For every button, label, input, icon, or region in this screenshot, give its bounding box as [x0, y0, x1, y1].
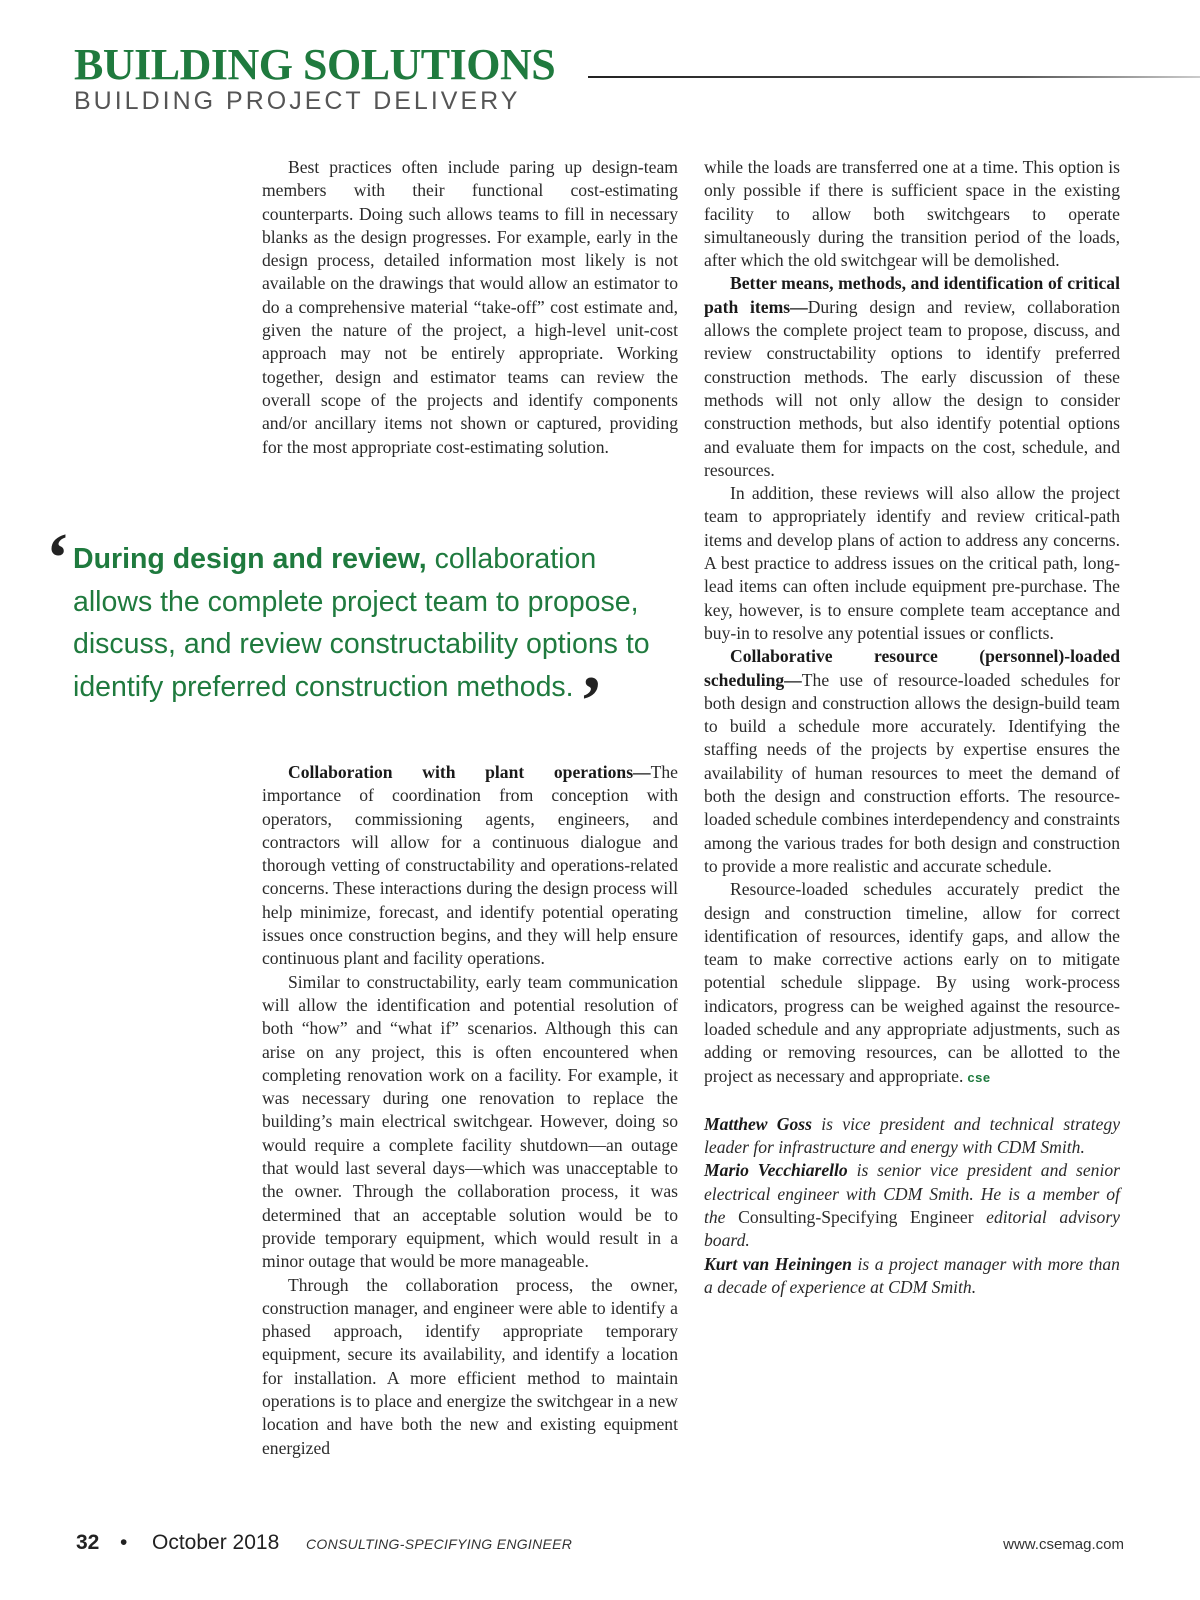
section-title: BUILDING SOLUTIONS — [74, 40, 556, 89]
author-name: Kurt van Heiningen — [704, 1253, 852, 1274]
paragraph-text: The importance of coordination from conception with operators, commissioning agents, engineers, and contractors will allow for a continuous dialogue and thorough vetting of constructability and operations-related concerns. These interactions during the design process will help minimize, forecast, and identify potential operating issues once construction begins, and they will help ensure continuous plant and facility operations. — [262, 762, 678, 969]
author-bio — [704, 1159, 1120, 1252]
author-bios — [704, 1113, 1120, 1299]
issue-date: October 2018 — [152, 1531, 280, 1554]
paragraph — [262, 761, 678, 971]
publication-name: CONSULTING-SPECIFYING ENGINEER — [306, 1536, 573, 1552]
author-bio-text: is a project manager with more than a decade of experience at CDM Smith. — [704, 1253, 1120, 1297]
open-quote-icon: ‘ — [46, 520, 70, 597]
close-quote-icon: ’ — [579, 662, 603, 740]
column-2 — [704, 156, 1120, 1299]
pull-quote-text: collaboration allows the complete project team to propose, discuss, and review constructability options to identify preferred construction methods. — [73, 543, 650, 703]
column-1-top — [262, 156, 678, 459]
author-name: Matthew Goss — [704, 1113, 813, 1134]
author-bio-text: is senior vice president and senior electrical engineer with CDM Smith. He is a member of the — [704, 1160, 1120, 1228]
subhead: Collaborative resource (personnel)-loaded scheduling— — [704, 646, 1120, 690]
paragraph-text: The use of resource-loaded schedules for both design and construction allows the design-build team to build a schedule more accurately. Identifying the staffing needs of the projects by expertise ensures the availability of human resources to meet the demand of both the design and construction efforts. The resource-loaded schedule combines interdependency and constraints among the various trades for both design and construction to provide a more realistic and accurate schedule. — [704, 669, 1120, 876]
cse-end-logo: cse — [967, 1069, 991, 1085]
paragraph-text: During design and review, collaboration allows the complete project team to propose, discuss, and review constructability options to identify preferred construction methods. The early discussion of these methods will not only allow the design to consider construction methods, but also identify potential options and evaluate them for impacts on the cost, schedule, and resources. — [704, 296, 1120, 480]
page-footer — [0, 1531, 1200, 1561]
website-link[interactable]: www.csemag.com — [1003, 1536, 1124, 1553]
header-rule — [588, 76, 1200, 78]
author-bio — [704, 1253, 1120, 1300]
section-subtitle: BUILDING PROJECT DELIVERY — [74, 87, 521, 115]
pull-quote — [73, 538, 673, 740]
paragraph — [704, 878, 1120, 1089]
author-bio-text: is vice president and technical strategy leader for infrastructure and energy with CDM Smith. — [704, 1113, 1121, 1158]
author-bio — [704, 1113, 1120, 1160]
paragraph: Through the collaboration process, the owner, construction manager, and engineer were able to identify a phased approach, identify appropriate temporary equipment, secure its availability, and identify a location for installation. A more efficient method to maintain operations is to place and energize the switchgear in a new location and have both the new and existing equipment energized — [262, 1274, 678, 1458]
paragraph: Similar to constructability, early team communication will allow the identification and potential resolution of both “how” and “what if” scenarios. Although this can arise on any project, this is often encountered when completing renovation work on a facility. For example, it was necessary during one renovation to replace the building’s main electrical switchgear. However, doing so would require a complete facility shutdown—an outage that would last several days—which was unacceptable to the owner. Through the collaboration process, it was determined that an acceptable solution would be to provide temporary equipment, which would result in a minor outage that would be more manageable. — [262, 971, 678, 1272]
author-name: Mario Vecchiarello — [704, 1160, 848, 1181]
author-bio-text: editorial advisory board. — [704, 1207, 1120, 1251]
footer-bullet: • — [120, 1531, 128, 1554]
subhead: Better means, methods, and identification of critical path items— — [704, 273, 1120, 317]
paragraph — [704, 272, 1120, 482]
column-1-bottom — [262, 761, 678, 1460]
paragraph — [704, 645, 1120, 878]
publication-name: Consulting-Specifying Engineer — [738, 1207, 974, 1228]
page-number: 32 — [76, 1531, 100, 1554]
subhead: Collaboration with plant operations— — [288, 762, 651, 782]
pull-quote-lead: During design and review, — [73, 543, 427, 575]
paragraph-text: Resource-loaded schedules accurately predict the design and construction timeline, allow for correct identification of resources, identify gaps, and allow the team to make corrective actions early on to mitigate potential schedule slippage. By using work-process indicators, progress can be weighed against the resource-loaded schedule and any appropriate adjustments, such as adding or removing resources, can be allotted to the project as necessary and appropriate. — [704, 879, 1120, 1086]
paragraph: In addition, these reviews will also allow the project team to appropriately identify and review critical-path items and develop plans of action to address any concerns. A best practice to address issues on the critical path, long-lead items can often include equipment pre-purchase. The key, however, is to ensure complete team acceptance and buy-in to resolve any potential issues or conflicts. — [704, 483, 1120, 643]
paragraph: Best practices often include paring up design-team members with their functional cost-estimating counterparts. Doing such allows teams to fill in necessary blanks as the design progresses. For example, early in the design process, detailed information most likely is not available on the drawings that would allow an estimator to do a comprehensive material “take-off” cost estimate and, given the nature of the project, a high-level unit-cost approach may not be entirely appropriate. Working together, design and estimator teams can review the overall scope of the projects and identify components and/or ancillary items not shown or captured, providing for the most appropriate cost-estimating solution. — [262, 157, 678, 457]
paragraph: while the loads are transferred one at a time. This option is only possible if there is sufficient space in the existing facility to allow both switchgears to operate simultaneously during the transition period of the loads, after which the old switchgear will be demolished. — [704, 157, 1120, 271]
